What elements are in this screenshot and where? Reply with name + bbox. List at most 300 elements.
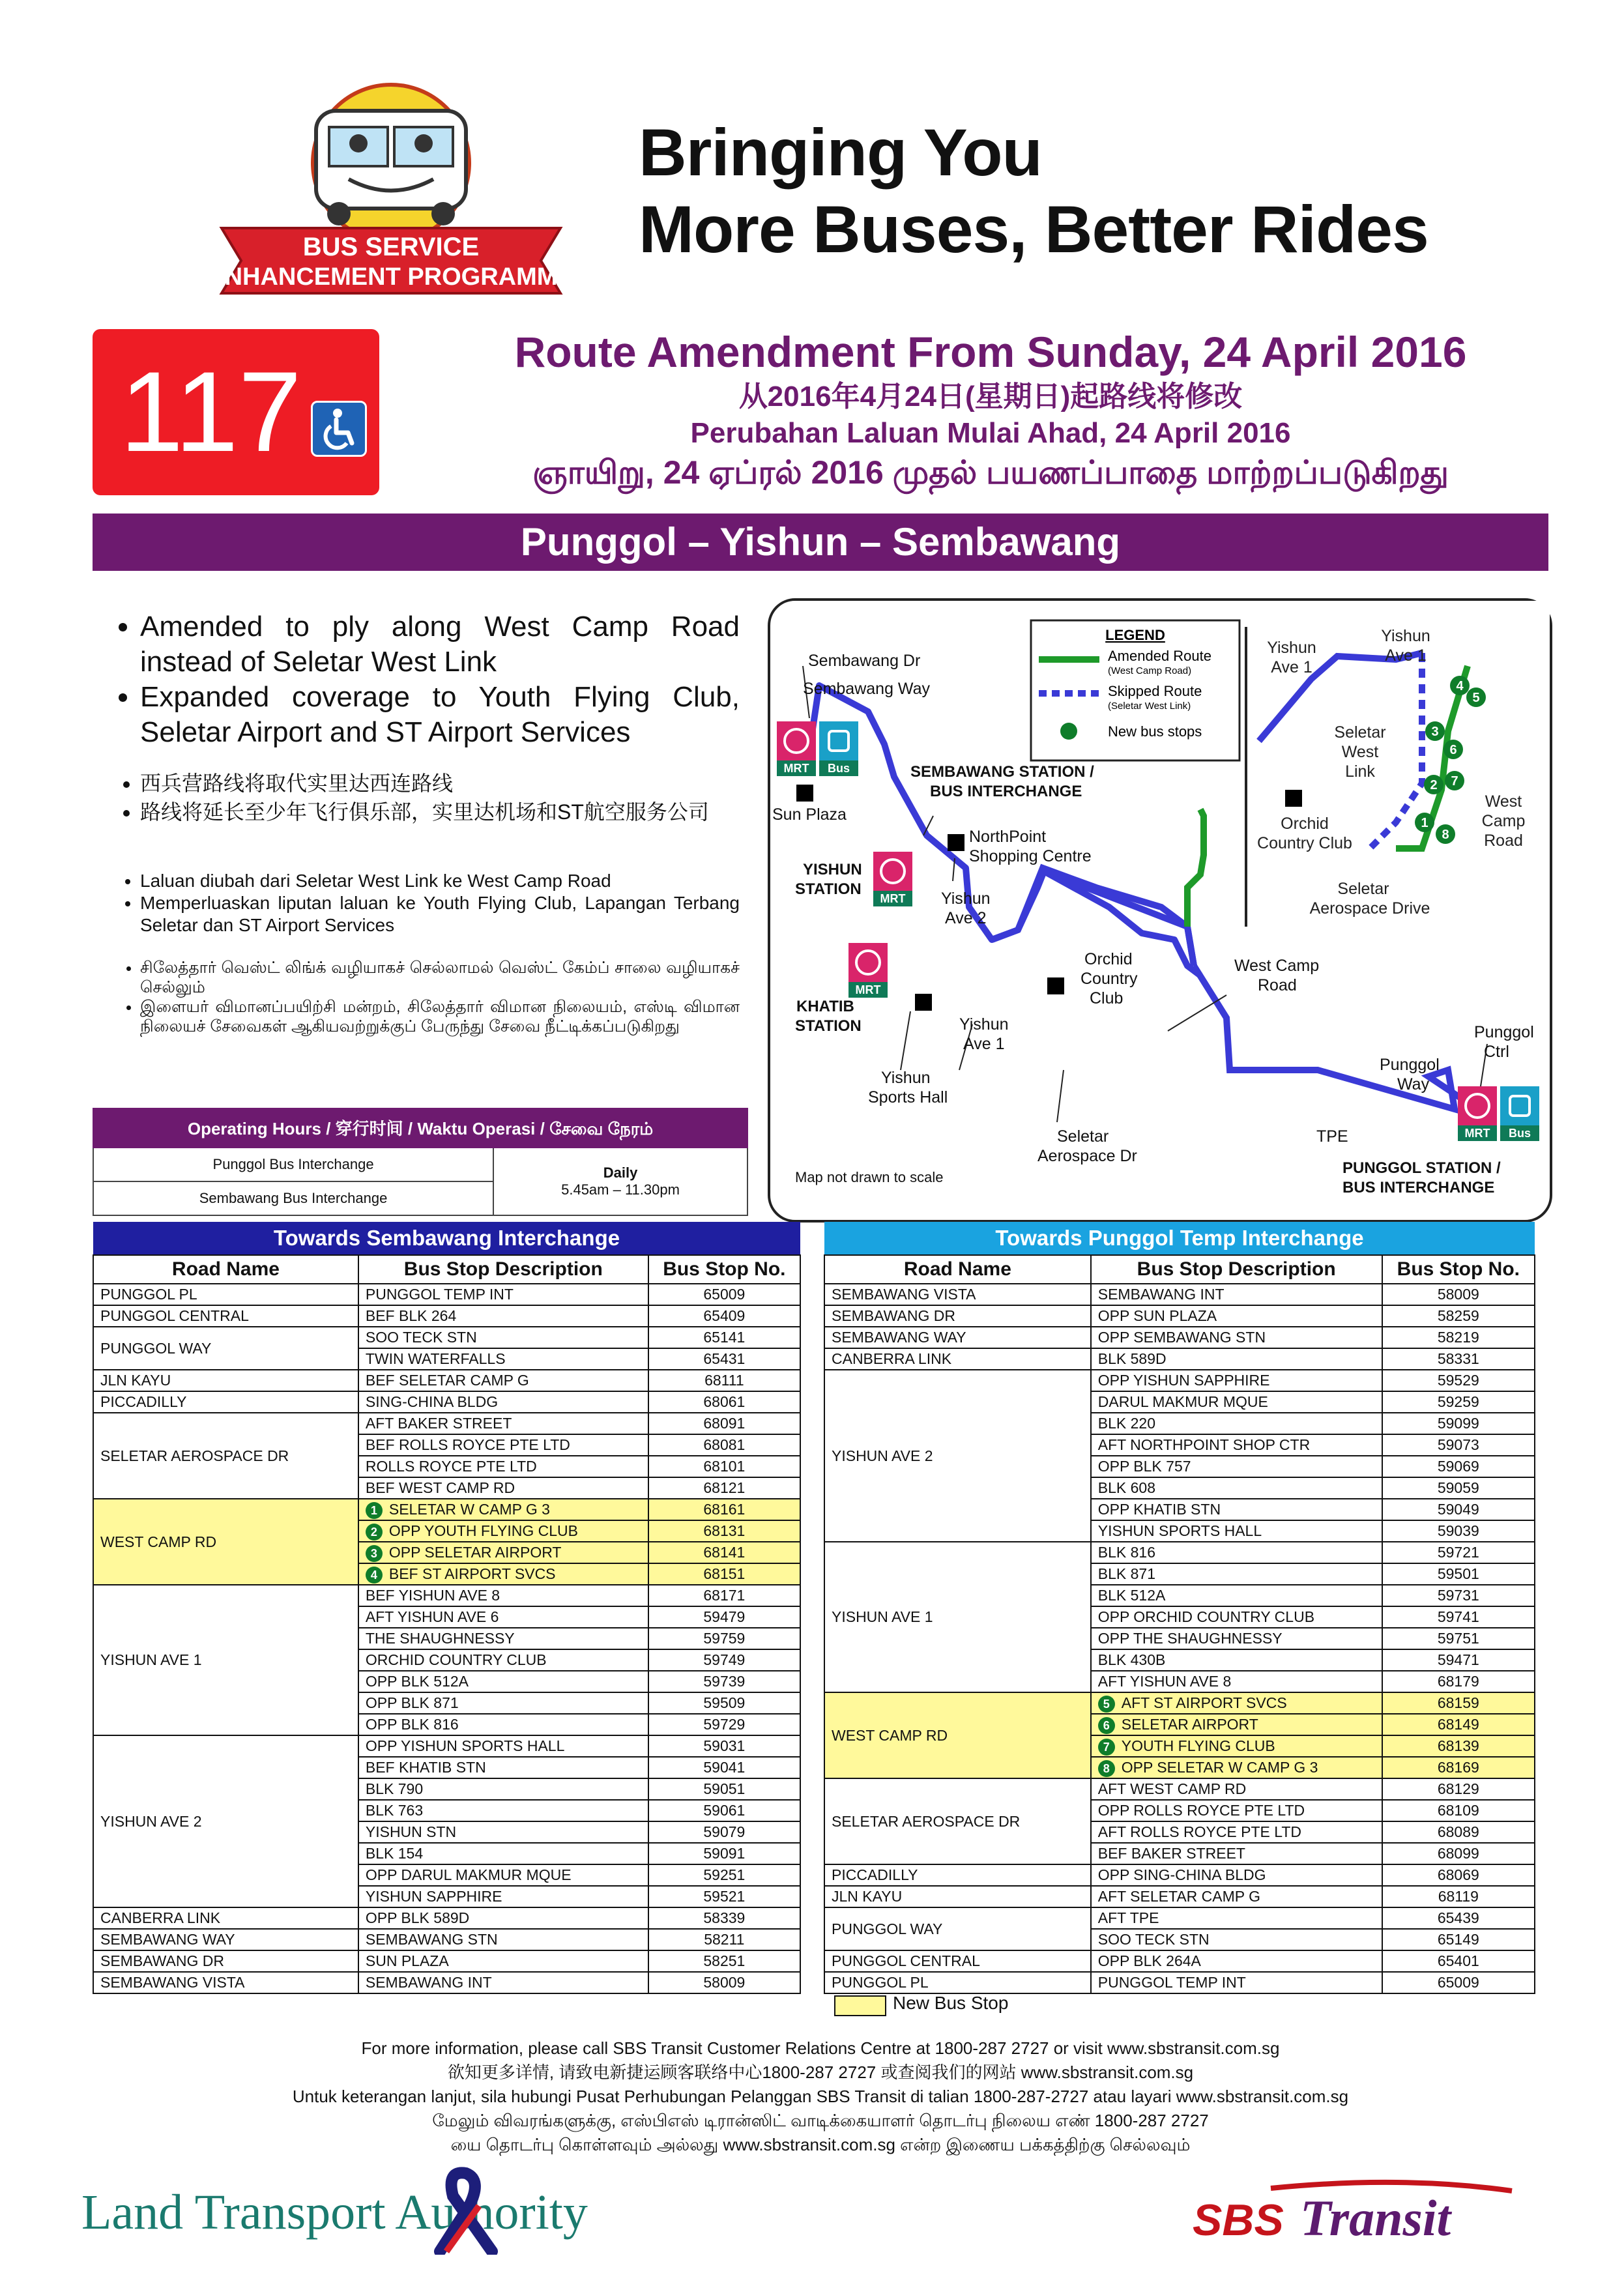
- bus-stop-number: 68119: [1382, 1886, 1535, 1907]
- route-banner: Punggol – Yishun – Sembawang: [93, 514, 1548, 571]
- bus-stop-number: 68179: [1382, 1671, 1535, 1692]
- amendment-block: [404, 326, 1577, 494]
- bus-stop-number: 68061: [648, 1391, 800, 1413]
- bus-stop-number: 59091: [648, 1843, 800, 1864]
- sun-plaza-marker: [796, 785, 813, 802]
- bus-stop-description: BLK 790: [358, 1778, 648, 1800]
- bus-stop-description: OPP BLK 757: [1091, 1456, 1382, 1477]
- map-label: Ave 1: [1271, 658, 1312, 676]
- map-label: Seletar: [1057, 1127, 1109, 1146]
- bus-stop-number: 58339: [648, 1907, 800, 1929]
- map-label: Ave 1: [1385, 646, 1427, 665]
- bus-stop-number: 59073: [1382, 1434, 1535, 1456]
- bus-stop-description: OPP YISHUN SAPPHIRE: [1091, 1370, 1382, 1391]
- bus-stop-number: 68151: [648, 1563, 800, 1585]
- bus-stop-number: 59039: [1382, 1520, 1535, 1542]
- bus-stop-description: SOO TECK STN: [1091, 1929, 1382, 1950]
- map-label: Sembawang Dr: [808, 652, 921, 670]
- bus-stop-number: 65149: [1382, 1929, 1535, 1950]
- table-row: [824, 1348, 1535, 1370]
- legend-skipped-sub: (Seletar West Link): [1108, 701, 1191, 712]
- operating-day: Daily: [603, 1165, 638, 1181]
- bus-stop-number: 58251: [648, 1950, 800, 1972]
- bus-stop-number: 59721: [1382, 1542, 1535, 1563]
- map-label: West: [1341, 743, 1379, 761]
- road-name: PUNGGOL WAY: [824, 1907, 1091, 1950]
- map-label: Yishun: [881, 1069, 931, 1087]
- bus-stop-number: 59251: [648, 1864, 800, 1886]
- bus-stop-number: 65009: [1382, 1972, 1535, 1993]
- bus-stop-description: BLK 816: [1091, 1542, 1382, 1563]
- bus-stop-number: 68149: [1382, 1714, 1535, 1735]
- bus-stop-description: OPP THE SHAUGHNESSY: [1091, 1628, 1382, 1649]
- bus-stop-description: OPP BLK 264A: [1091, 1950, 1382, 1972]
- table-title: Towards Sembawang Interchange: [93, 1222, 800, 1255]
- map-label: STATION: [795, 880, 862, 898]
- road-name: CANBERRA LINK: [93, 1907, 358, 1929]
- lta-logo: [81, 2163, 694, 2255]
- stop-number: 6: [1449, 743, 1457, 757]
- bus-stop-number: 68171: [648, 1585, 800, 1606]
- bus-stop-number: 65009: [648, 1284, 800, 1305]
- bus-stop-number: 59521: [648, 1886, 800, 1907]
- table-row: [824, 1305, 1535, 1327]
- new-stop-number-badge: 1: [366, 1502, 383, 1519]
- bus-stop-description: YISHUN SAPPHIRE: [358, 1886, 648, 1907]
- map-label: TPE: [1316, 1127, 1348, 1146]
- bus-stop-number: 59751: [1382, 1628, 1535, 1649]
- bus-stop-description: AFT NORTHPOINT SHOP CTR: [1091, 1434, 1382, 1456]
- bus-stop-description: ROLLS ROYCE PTE LTD: [358, 1456, 648, 1477]
- new-stop-number-badge: 3: [366, 1545, 383, 1562]
- map-label: YISHUN: [803, 861, 862, 878]
- bus-stop-description: TWIN WATERFALLS: [358, 1348, 648, 1370]
- bus-stop-description: SUN PLAZA: [358, 1950, 648, 1972]
- bus-stop-number: 59079: [648, 1821, 800, 1843]
- road-name: SEMBAWANG WAY: [93, 1929, 358, 1950]
- punggol-mrt-icon: [1458, 1086, 1497, 1141]
- headline-line2: More Buses, Better Rides: [639, 192, 1428, 267]
- map-label: Road: [1258, 976, 1297, 994]
- sbs-transit-logo: [1193, 2177, 1518, 2248]
- bus-stop-number: 65401: [1382, 1950, 1535, 1972]
- bus-stop-number: 68101: [648, 1456, 800, 1477]
- mrt-label: MRT: [880, 892, 906, 905]
- map-label: Seletar: [1337, 880, 1389, 898]
- bus-stop-description: AFT ROLLS ROYCE PTE LTD: [1091, 1821, 1382, 1843]
- bus-stop-number: 59529: [1382, 1370, 1535, 1391]
- bus-stop-number: 68091: [648, 1413, 800, 1434]
- map-label: Country Club: [1257, 834, 1352, 852]
- map-label: Orchid: [1084, 950, 1133, 968]
- road-name: JLN KAYU: [824, 1886, 1091, 1907]
- bsep-logo: [196, 65, 587, 306]
- interchange-punggol: Punggol Bus Interchange: [93, 1148, 493, 1181]
- table-row: [93, 1413, 800, 1434]
- bus-stop-description: [358, 1520, 648, 1542]
- table-row: [93, 1907, 800, 1929]
- road-name: YISHUN AVE 1: [93, 1585, 358, 1735]
- bus-stop-description-text: SELETAR AIRPORT: [1121, 1716, 1258, 1733]
- bus-stop-number: 58009: [1382, 1284, 1535, 1305]
- bus-stop-description: BEF SELETAR CAMP G: [358, 1370, 648, 1391]
- operating-hours: [93, 1108, 748, 1216]
- bus-stop-description: BLK 589D: [1091, 1348, 1382, 1370]
- bus-stop-number: 59049: [1382, 1499, 1535, 1520]
- bus-stop-description: BEF ROLLS ROYCE PTE LTD: [358, 1434, 648, 1456]
- road-name: CANBERRA LINK: [824, 1348, 1091, 1370]
- map-label: BUS INTERCHANGE: [1342, 1179, 1495, 1196]
- footer-malay: Untuk keterangan lanjut, sila hubungi Pusat Perhubungan Pelanggan SBS Transit di talian 1800-287-2727 atau layari www.sbstransit.com.sg: [292, 2087, 1349, 2106]
- stop-number: 5: [1472, 691, 1480, 705]
- table-row: [824, 1950, 1535, 1972]
- table-row: [824, 1370, 1535, 1391]
- bus-stop-description: BEF WEST CAMP RD: [358, 1477, 648, 1499]
- bus-stop-description: OPP SING-CHINA BLDG: [1091, 1864, 1382, 1886]
- bullet-item: • 路线将延长至少年飞行俱乐部，实里达机场和ST航空服务公司: [140, 798, 740, 826]
- bullets-chinese: [108, 769, 740, 826]
- bus-stop-description: OPP BLK 512A: [358, 1671, 648, 1692]
- bus-stop-number: 68159: [1382, 1692, 1535, 1714]
- bus-stop-number: 68129: [1382, 1778, 1535, 1800]
- new-stop-number-badge: 2: [366, 1524, 383, 1541]
- bus-stop-description: [1091, 1714, 1382, 1735]
- yishun-mrt-icon: [873, 852, 912, 906]
- bullets-english: [108, 609, 740, 750]
- route-number: 117: [120, 349, 302, 476]
- road-name: SEMBAWANG VISTA: [824, 1284, 1091, 1305]
- map-label: Sun Plaza: [772, 805, 847, 824]
- table-row: [93, 1327, 800, 1348]
- sembawang-bus-icon: [819, 721, 858, 776]
- bus-stop-description: AFT SELETAR CAMP G: [1091, 1886, 1382, 1907]
- mrt-label: MRT: [855, 983, 881, 996]
- column-header: Bus Stop No.: [648, 1255, 800, 1284]
- operating-hours-value: [493, 1148, 747, 1215]
- new-bus-stop-swatch: [834, 1995, 886, 2016]
- khatib-mrt-icon: [848, 943, 888, 998]
- logo-text-line1: BUS SERVICE: [302, 233, 480, 261]
- bus-stop-description: [1091, 1692, 1382, 1714]
- road-name: SELETAR AEROSPACE DR: [93, 1413, 358, 1499]
- stop-number: 4: [1456, 679, 1464, 693]
- khatib-landmark-marker: [915, 994, 932, 1011]
- bus-stop-description: YISHUN SPORTS HALL: [1091, 1520, 1382, 1542]
- map-label: Yishun: [1381, 627, 1430, 645]
- bullet-item: • Amended to ply along West Camp Road instead of Seletar West Link: [140, 609, 740, 680]
- map-label: West Camp: [1234, 957, 1320, 975]
- bus-stop-description: BEF KHATIB STN: [358, 1757, 648, 1778]
- bus-stop-number: 59739: [648, 1671, 800, 1692]
- table-row: [93, 1585, 800, 1606]
- bus-stop-description: [358, 1563, 648, 1585]
- road-name: PUNGGOL CENTRAL: [824, 1950, 1091, 1972]
- road-name: PUNGGOL CENTRAL: [93, 1305, 358, 1327]
- bus-stop-description: PUNGGOL TEMP INT: [1091, 1972, 1382, 1993]
- amendment-tamil: ஞாயிறு, 24 ஏப்ரல் 2016 முதல் பயணப்பாதை மாற்றப்படுகிறது: [532, 454, 1449, 491]
- bus-stop-number: 68109: [1382, 1800, 1535, 1821]
- stop-number: 1: [1421, 816, 1428, 830]
- new-stop-number-badge: 8: [1098, 1760, 1115, 1777]
- bus-stop-number: 59501: [1382, 1563, 1535, 1585]
- bus-label: Bus: [1508, 1127, 1531, 1140]
- bus-stop-description: ORCHID COUNTRY CLUB: [358, 1649, 648, 1671]
- bus-stop-number: 59759: [648, 1628, 800, 1649]
- table-towards-sembawang: [93, 1222, 801, 1994]
- new-stop-number-badge: 5: [1098, 1696, 1115, 1713]
- bus-stop-description: OPP ROLLS ROYCE PTE LTD: [1091, 1800, 1382, 1821]
- bus-stop-number: 68111: [648, 1370, 800, 1391]
- road-name: SEMBAWANG DR: [93, 1950, 358, 1972]
- new-stop-number-badge: 6: [1098, 1717, 1115, 1734]
- bus-stop-number: 59051: [648, 1778, 800, 1800]
- bus-stop-number: 68131: [648, 1520, 800, 1542]
- bus-stop-description-text: BEF ST AIRPORT SVCS: [388, 1565, 556, 1582]
- map-label: Ave 1: [963, 1035, 1005, 1053]
- bullet-item: • Expanded coverage to Youth Flying Club, Seletar Airport and ST Airport Services: [140, 680, 740, 750]
- map-label: Ave 2: [945, 909, 987, 927]
- map-label: Camp: [1481, 812, 1526, 830]
- table-row: [824, 1327, 1535, 1348]
- bus-stop-number: 68141: [648, 1542, 800, 1563]
- bus-stop-number: 68099: [1382, 1843, 1535, 1864]
- bus-stop-number: 68069: [1382, 1864, 1535, 1886]
- sembawang-mrt-icon: [777, 721, 816, 776]
- column-header: Bus Stop Description: [1091, 1255, 1382, 1284]
- amendment-english: Route Amendment From Sunday, 24 April 2016: [514, 328, 1467, 376]
- bus-stop-number: 59479: [648, 1606, 800, 1628]
- bus-stop-description: SEMBAWANG INT: [358, 1972, 648, 1993]
- bus-stop-description: OPP ORCHID COUNTRY CLUB: [1091, 1606, 1382, 1628]
- map-label: Yishun: [959, 1015, 1009, 1034]
- map-label: Way: [1397, 1075, 1430, 1093]
- road-name: SEMBAWANG WAY: [824, 1327, 1091, 1348]
- bus-stop-number: 68139: [1382, 1735, 1535, 1757]
- road-name: YISHUN AVE 2: [824, 1370, 1091, 1542]
- bus-stop-number: 59471: [1382, 1649, 1535, 1671]
- bus-stop-number: 68089: [1382, 1821, 1535, 1843]
- road-name: PUNGGOL PL: [824, 1972, 1091, 1993]
- map-label: STATION: [795, 1017, 862, 1035]
- bus-stop-description: OPP SUN PLAZA: [1091, 1305, 1382, 1327]
- map-label: Shopping Centre: [969, 847, 1092, 865]
- bus-stop-description-text: YOUTH FLYING CLUB: [1121, 1737, 1275, 1754]
- footer-tamil-1: மேலும் விவரங்களுக்கு, எஸ்பிஎஸ் டிரான்ஸிட் வாடிக்கையாளர் தொடர்பு நிலைய எண் 1800-287 2727: [432, 2111, 1209, 2130]
- footer-chinese: 欲知更多详情, 请致电新捷运顾客联络中心1800-287 2727 或查阅我们的网站 www.sbstransit.com.sg: [447, 2062, 1194, 2082]
- table-towards-punggol: [824, 1222, 1535, 1994]
- table-row: [93, 1929, 800, 1950]
- bus-stop-number: 59509: [648, 1692, 800, 1714]
- bus-stop-number: 59041: [648, 1757, 800, 1778]
- stop-number: 2: [1430, 778, 1438, 792]
- map-label: BUS INTERCHANGE: [930, 783, 1082, 800]
- road-name: YISHUN AVE 2: [93, 1735, 358, 1907]
- bus-stop-description: SEMBAWANG INT: [1091, 1284, 1382, 1305]
- legend-amended-sub: (West Camp Road): [1108, 665, 1192, 676]
- bus-stop-description-text: AFT ST AIRPORT SVCS: [1121, 1694, 1287, 1711]
- bus-stop-description: OPP YISHUN SPORTS HALL: [358, 1735, 648, 1757]
- bus-stop-description: BLK 512A: [1091, 1585, 1382, 1606]
- bus-stop-number: 59031: [648, 1735, 800, 1757]
- map-label: PUNGGOL STATION /: [1342, 1159, 1501, 1177]
- map-label: SEMBAWANG STATION /: [910, 763, 1094, 781]
- bus-stop-description: OPP BLK 589D: [358, 1907, 648, 1929]
- map-label: Sports Hall: [868, 1088, 948, 1107]
- northpoint-marker: [948, 834, 964, 851]
- headline-line1: Bringing You: [639, 115, 1042, 190]
- bullet-item: • சிலேத்தார் வெஸ்ட் லிங்க் வழியாகச் செல்லாமல் வெஸ்ட் கேம்ப் சாலை வழியாகச் செல்லும்: [140, 958, 740, 997]
- column-header: Bus Stop No.: [1382, 1255, 1535, 1284]
- road-name: PICCADILLY: [824, 1864, 1091, 1886]
- map-label: Road: [1484, 832, 1523, 850]
- table-row: [824, 1692, 1535, 1714]
- map-label: Club: [1090, 989, 1124, 1007]
- punggol-bus-icon: [1500, 1086, 1539, 1141]
- map-label: Sembawang Way: [803, 680, 930, 698]
- table-row: [824, 1778, 1535, 1800]
- table-row: [93, 1391, 800, 1413]
- table-row: [824, 1542, 1535, 1563]
- table-row: [824, 1284, 1535, 1305]
- bus-stop-description: BLK 220: [1091, 1413, 1382, 1434]
- bus-stop-description: [358, 1542, 648, 1563]
- stop-number: 8: [1442, 828, 1449, 842]
- bus-stop-description-text: OPP YOUTH FLYING CLUB: [388, 1522, 579, 1539]
- bus-stop-description: [1091, 1757, 1382, 1778]
- bus-stop-description: BEF YISHUN AVE 8: [358, 1585, 648, 1606]
- bus-stop-number: 65439: [1382, 1907, 1535, 1929]
- legend-skipped: Skipped Route: [1108, 683, 1202, 699]
- bus-stop-number: 59061: [648, 1800, 800, 1821]
- bus-stop-number: 59259: [1382, 1391, 1535, 1413]
- map-label: Yishun: [1267, 639, 1316, 657]
- legend-new-stops: New bus stops: [1108, 723, 1202, 740]
- bus-stop-number: 58331: [1382, 1348, 1535, 1370]
- bus-stop-number: 59741: [1382, 1606, 1535, 1628]
- table-title: Towards Punggol Temp Interchange: [824, 1222, 1535, 1255]
- bus-stop-number: 59731: [1382, 1585, 1535, 1606]
- bus-stop-description: BLK 763: [358, 1800, 648, 1821]
- legend-amended: Amended Route: [1108, 648, 1211, 664]
- map-label: Yishun: [941, 890, 991, 908]
- bus-stop-description: OPP SEMBAWANG STN: [1091, 1327, 1382, 1348]
- map-label: Ctrl: [1484, 1043, 1509, 1061]
- table-row: [93, 1305, 800, 1327]
- bus-stop-description: SEMBAWANG STN: [358, 1929, 648, 1950]
- road-name: YISHUN AVE 1: [824, 1542, 1091, 1692]
- road-name: SEMBAWANG DR: [824, 1305, 1091, 1327]
- road-name: PUNGGOL WAY: [93, 1327, 358, 1370]
- new-stop-number-badge: 7: [1098, 1739, 1115, 1756]
- bus-stop-number: 68081: [648, 1434, 800, 1456]
- bullet-item: • Laluan diubah dari Seletar West Link ke West Camp Road: [140, 870, 740, 892]
- bus-stop-description: BLK 154: [358, 1843, 648, 1864]
- footer-english: For more information, please call SBS Transit Customer Relations Centre at 1800-287 2727 or visit www.sbstransit.com.sg: [361, 2038, 1280, 2058]
- map-label: West: [1485, 792, 1522, 811]
- operating-hours-title: Operating Hours / 穿行时间 / Waktu Operasi / சேவை நேரம்: [93, 1108, 747, 1148]
- footer-tamil-2: யை தொடர்பு கொள்ளவும் அல்லது www.sbstransit.com.sg என்ற இணைய பக்கத்திற்கு செல்லவும்: [450, 2135, 1191, 2154]
- bus-stop-description: BEF BAKER STREET: [1091, 1843, 1382, 1864]
- bus-stop-number: 68161: [648, 1499, 800, 1520]
- table-row: [824, 1907, 1535, 1929]
- lta-logo-text: Land Transport Authority: [81, 2185, 588, 2240]
- bullet-item: • இளையர் விமானப்பயிற்சி மன்றம், சிலேத்தார் விமான நிலையம், எஸ்டி விமான நிலையச் சேவைகள் ஆகியவற்றுக்குப் பேருந்து சேவை நீட்டிக்கப்படுகிறது: [140, 997, 740, 1036]
- new-bus-stop-label: New Bus Stop: [893, 1993, 1009, 2013]
- bus-stop-description: AFT YISHUN AVE 6: [358, 1606, 648, 1628]
- map-note: Map not drawn to scale: [795, 1169, 944, 1185]
- bus-label: Bus: [827, 762, 850, 775]
- bus-stop-description: BLK 871: [1091, 1563, 1382, 1585]
- bus-stop-number: 59069: [1382, 1456, 1535, 1477]
- route-map: [768, 598, 1552, 1223]
- headline: [639, 114, 1428, 268]
- bus-stop-description: DARUL MAKMUR MQUE: [1091, 1391, 1382, 1413]
- bullets-malay: [108, 870, 740, 936]
- transit-logo-text: Transit: [1300, 2190, 1451, 2246]
- table-row: [93, 1499, 800, 1520]
- column-header: Bus Stop Description: [358, 1255, 648, 1284]
- bus-stop-description: OPP BLK 816: [358, 1714, 648, 1735]
- bus-stop-number: 59059: [1382, 1477, 1535, 1499]
- bullets-tamil: [108, 958, 740, 1036]
- table-row: [824, 1886, 1535, 1907]
- bullet-item: • Memperluaskan liputan laluan ke Youth Flying Club, Lapangan Terbang Seletar dan ST Airport Services: [140, 892, 740, 936]
- bus-stop-description: BLK 430B: [1091, 1649, 1382, 1671]
- amended-route-line: [1187, 809, 1204, 927]
- map-label: Punggol: [1380, 1056, 1440, 1074]
- column-header: Road Name: [824, 1255, 1091, 1284]
- map-label: Orchid: [1281, 815, 1329, 833]
- map-legend: [1031, 620, 1240, 760]
- operating-time: 5.45am – 11.30pm: [561, 1181, 680, 1198]
- map-label: Aerospace Drive: [1309, 899, 1430, 918]
- table-row: [93, 1972, 800, 1993]
- table-row: [93, 1284, 800, 1305]
- footer-info: [93, 2036, 1548, 2157]
- route-number-box: [93, 329, 379, 495]
- bus-stop-description: SING-CHINA BLDG: [358, 1391, 648, 1413]
- bus-stop-number: 65141: [648, 1327, 800, 1348]
- bus-stop-description: OPP BLK 871: [358, 1692, 648, 1714]
- bus-stop-description: THE SHAUGHNESSY: [358, 1628, 648, 1649]
- bus-stop-number: 59099: [1382, 1413, 1535, 1434]
- road-name: PICCADILLY: [93, 1391, 358, 1413]
- bus-stop-number: 65409: [648, 1305, 800, 1327]
- bus-stop-number: 58219: [1382, 1327, 1535, 1348]
- bus-stop-description-text: OPP SELETAR W CAMP G 3: [1121, 1759, 1318, 1776]
- road-name: WEST CAMP RD: [824, 1692, 1091, 1778]
- road-name: JLN KAYU: [93, 1370, 358, 1391]
- bus-stop-description: PUNGGOL TEMP INT: [358, 1284, 648, 1305]
- table-row: [824, 1972, 1535, 1993]
- column-header: Road Name: [93, 1255, 358, 1284]
- logo-text-line2: ENHANCEMENT PROGRAMME: [208, 263, 574, 291]
- map-label: Punggol: [1474, 1023, 1534, 1041]
- orchid-country-club-marker: [1047, 977, 1064, 994]
- bus-stop-description-text: SELETAR W CAMP G 3: [388, 1501, 550, 1518]
- bus-stop-number: 58009: [648, 1972, 800, 1993]
- stop-number: 7: [1451, 774, 1458, 789]
- road-name: SEMBAWANG VISTA: [93, 1972, 358, 1993]
- bus-stop-description: AFT TPE: [1091, 1907, 1382, 1929]
- amendment-chinese: 从2016年4月24日(星期日)起路线将修改: [738, 381, 1243, 412]
- road-name: SELETAR AEROSPACE DR: [824, 1778, 1091, 1864]
- bus-stop-number: 58259: [1382, 1305, 1535, 1327]
- inset-map: [1246, 601, 1550, 927]
- wheelchair-icon: [311, 401, 367, 457]
- mrt-label: MRT: [1464, 1127, 1490, 1140]
- bus-stop-description-text: OPP SELETAR AIRPORT: [388, 1544, 562, 1561]
